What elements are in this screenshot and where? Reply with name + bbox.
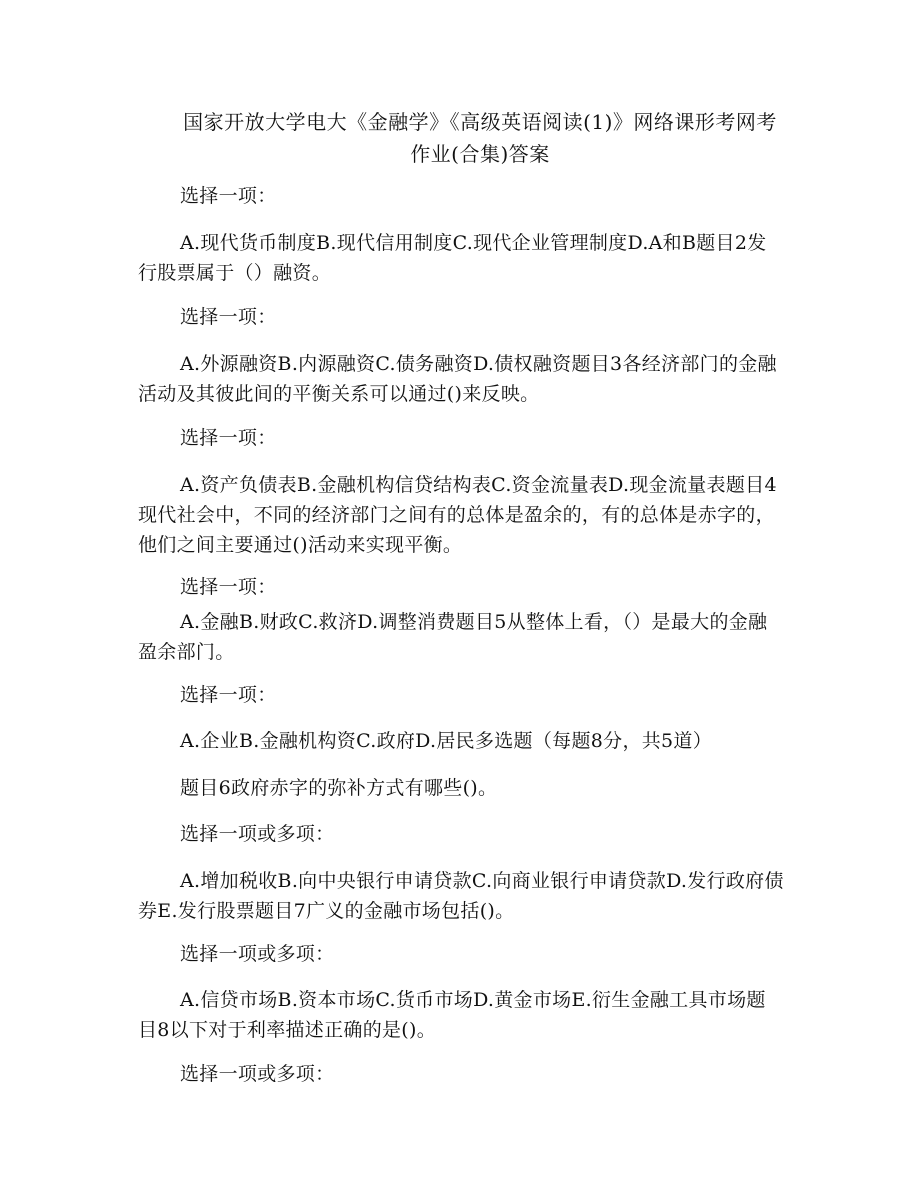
paragraph-select-one-1: 选择一项：: [180, 185, 277, 207]
paragraph-select-multi-1: 选择一项或多项：: [180, 823, 335, 845]
paragraph-select-one-2: 选择一项：: [180, 306, 277, 328]
paragraph-select-one-3: 选择一项：: [180, 427, 277, 449]
paragraph-q3-options-q4: A.资产负债表B.金融机构信贷结构表C.资金流量表D.现金流量表题目4现代社会中，不同的经济部门之间有的总体是盈余的，有的总体是赤字的，他们之间主要通过()活动来实现平衡。: [138, 474, 777, 556]
paragraph-select-one-4: 选择一项：: [180, 576, 277, 598]
paragraph-q6: 题目6政府赤字的弥补方式有哪些()。: [180, 777, 498, 799]
paragraph-q1-options-q2: A.现代货币制度B.现代信用制度C.现代企业管理制度D.A和B题目2发行股票属于（）融资。: [138, 232, 767, 284]
paragraph-q2-options-q3: A.外源融资B.内源融资C.债务融资D.债权融资题目3各经济部门的金融活动及其彼此间的平衡关系可以通过()来反映。: [138, 353, 777, 405]
paragraph-select-multi-2: 选择一项或多项：: [180, 943, 335, 965]
paragraph-select-multi-3: 选择一项或多项：: [180, 1063, 335, 1085]
paragraph-q5-options-multi-header: A.企业B.金融机构资C.政府D.居民多选题（每题8分，共5道）: [180, 730, 713, 752]
paragraph-q7-options-q8: A.信贷市场B.资本市场C.货币市场D.黄金市场E.衍生金融工具市场题目8以下对于利率描述正确的是()。: [138, 989, 766, 1041]
paragraph-select-one-5: 选择一项：: [180, 684, 277, 706]
paragraph-q6-options-q7: A.增加税收B.向中央银行申请贷款C.向商业银行申请贷款D.发行政府债券E.发行股票题目7广义的金融市场包括()。: [138, 870, 784, 922]
paragraph-q4-options-q5: A.金融B.财政C.救济D.调整消费题目5从整体上看，（）是最大的金融盈余部门。: [138, 611, 768, 663]
document-title: 国家开放大学电大《金融学》《高级英语阅读(1)》网络课形考网考作业(合集)答案: [183, 110, 777, 166]
